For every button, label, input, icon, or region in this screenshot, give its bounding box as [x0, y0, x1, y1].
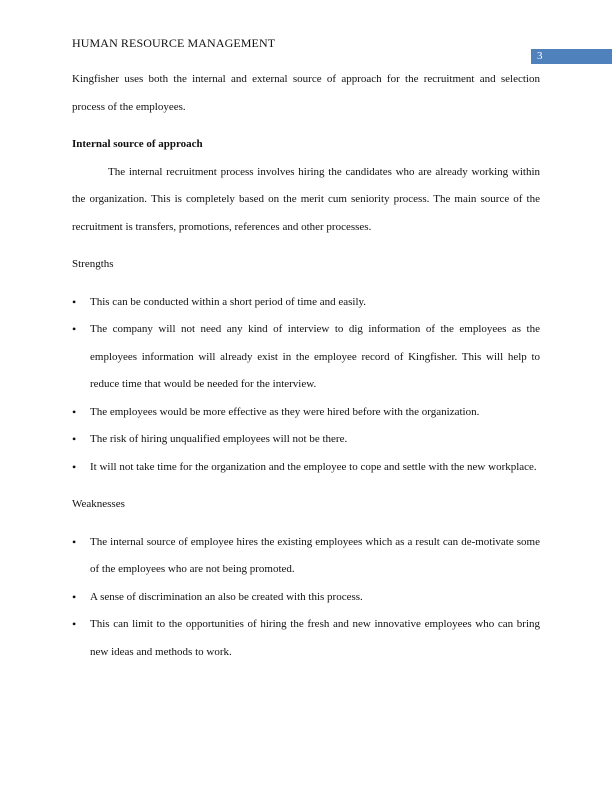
bullet-icon: •: [72, 589, 77, 604]
strengths-label: Strengths: [72, 258, 114, 270]
list-item-text: The risk of hiring unqualified employees will not be there.: [90, 433, 348, 445]
bullet-icon: •: [72, 459, 77, 474]
weaknesses-label: Weaknesses: [72, 498, 125, 510]
list-item: [72, 584, 540, 612]
bullet-icon: •: [72, 432, 77, 446]
section-heading: Internal source of approach: [72, 138, 203, 150]
list-item-text: The employees would be more effective as they were hired before with the organization.: [90, 405, 480, 418]
list-item-text: This can be conducted within a short period of time and easily.: [90, 295, 367, 308]
list-item-text: It will not take time for the organization and the employee to cope and settle with the new workplace.: [90, 460, 537, 473]
list-item: [72, 529, 540, 584]
list-item: [72, 316, 540, 399]
list-item: [72, 454, 540, 482]
list-item: [72, 426, 540, 454]
section-paragraph: The internal recruitment process involves hiring the candidates who are already working within the organization. This is completely based on the merit cum seniority process. The main source of the recruitment is transfers, promotions, references and other processes.: [72, 165, 540, 233]
bullet-icon: •: [72, 404, 77, 419]
bullet-icon: •: [72, 534, 77, 549]
weaknesses-list: [72, 529, 540, 667]
bullet-icon: •: [72, 294, 77, 309]
list-item-text: The company will not need any kind of interview to dig information of the employees as the employees information will already exist in the employee record of Kingfisher. This will help to reduce time that would be needed for the interview.: [90, 323, 540, 390]
document-body: [72, 66, 540, 666]
list-item: [72, 399, 540, 427]
list-item-text: The internal source of employee hires the existing employees which as a result can de-motivate some of the employees who are not being promoted.: [90, 535, 540, 575]
list-item-text: A sense of discrimination an also be created with this process.: [90, 590, 363, 603]
page-number: 3: [531, 49, 612, 64]
strengths-list: [72, 289, 540, 482]
intro-paragraph: Kingfisher uses both the internal and external source of approach for the recruitment and selection process of the employees.: [72, 73, 540, 113]
list-item: [72, 289, 540, 317]
list-item: [72, 611, 540, 666]
list-item-text: This can limit to the opportunities of hiring the fresh and new innovative employees who can bring new ideas and methods to work.: [90, 618, 540, 658]
bullet-icon: •: [72, 617, 77, 631]
bullet-icon: •: [72, 322, 77, 336]
running-header: HUMAN RESOURCE MANAGEMENT: [72, 36, 276, 50]
